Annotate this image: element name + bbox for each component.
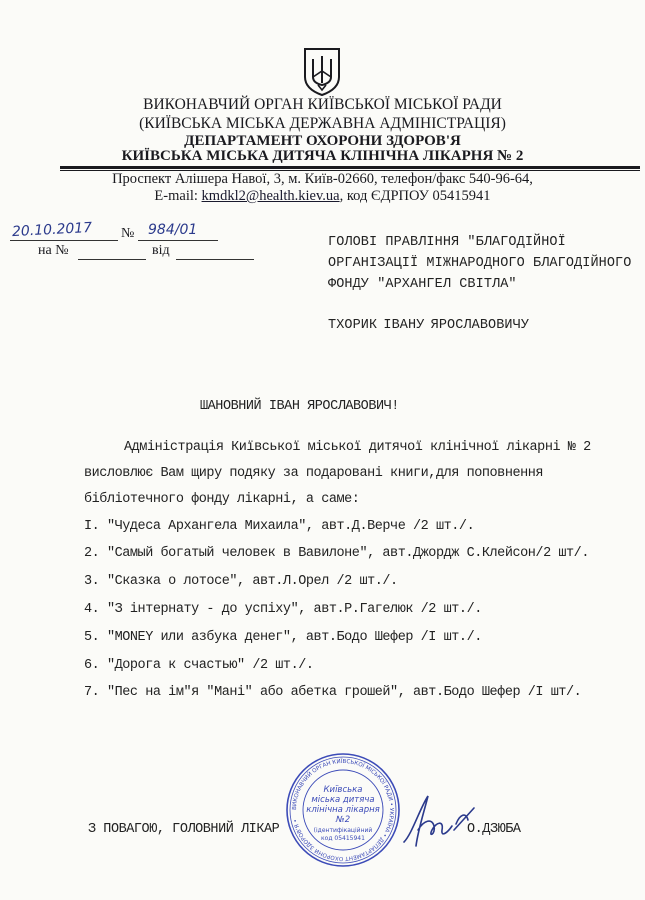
number-label: № bbox=[121, 226, 135, 241]
list-item: 2. "Самый богатый человек в Вавилоне", авт.Джордж С.Клейсон/2 шт/. bbox=[84, 546, 589, 561]
stamp-center-line-1: Київська bbox=[323, 785, 363, 795]
signature bbox=[398, 790, 478, 850]
registry-code: , код ЄДРПОУ 05415941 bbox=[339, 188, 491, 204]
body-line-2: висловлює Вам щиру подяку за подаровані книги,для поповнення bbox=[84, 466, 544, 481]
number-line bbox=[138, 240, 218, 241]
email-label: E-mail: bbox=[154, 188, 202, 204]
contact-line bbox=[0, 188, 645, 205]
body-line-1: Адміністрація Київської міської дитячої клінічної лікарні № 2 bbox=[124, 440, 591, 455]
letterhead-line-1: ВИКОНАВЧИЙ ОРГАН КИЇВСЬКОЇ МІСЬКОЇ РАДИ bbox=[143, 96, 502, 113]
signatory-name: О.ДЗЮБА bbox=[467, 822, 521, 837]
stamp-code-line-1: (ідентифікаційний bbox=[313, 827, 373, 834]
list-item: 6. "Дорога к счастью" /2 шт./. bbox=[84, 658, 314, 673]
in-reply-line bbox=[78, 259, 146, 260]
list-item: I. "Чудеса Архангела Михаила", авт.Д.Верче /2 шт./. bbox=[84, 519, 475, 534]
addressee-line-2: ОРГАНІЗАЦІЇ МІЖНАРОДНОГО БЛАГОДІЙНОГО bbox=[328, 256, 632, 271]
handwritten-date: 20.10.2017 bbox=[11, 219, 93, 241]
handwritten-number: 984/01 bbox=[148, 222, 198, 238]
stamp-code-line-2: код 05415941 bbox=[321, 835, 365, 842]
list-item: 4. "З інтернату - до успіху", авт.Р.Гагелюк /2 шт./. bbox=[84, 602, 482, 617]
coat-of-arms-icon bbox=[302, 47, 342, 97]
letterhead-line-2: (КИЇВСЬКА МІСЬКА ДЕРЖАВНА АДМІНІСТРАЦІЯ) bbox=[139, 115, 506, 132]
hospital-name: КИЇВСЬКА МІСЬКА ДИТЯЧА КЛІНІЧНА ЛІКАРНЯ № 2 bbox=[121, 148, 524, 164]
salutation: ШАНОВНИЙ ІВАН ЯРОСЛАВОВИЧ! bbox=[200, 399, 399, 414]
stamp-center-line-3: клінічна лікарня bbox=[306, 805, 380, 815]
letterhead-divider-thick bbox=[60, 166, 640, 169]
hospital-address: Проспект Алішера Навої, 3, м. Київ-02660, телефон/факс 540-96-64, bbox=[112, 171, 533, 187]
department-name: ДЕПАРТАМЕНТ ОХОРОНИ ЗДОРОВ'Я bbox=[184, 133, 461, 149]
list-item: 3. "Сказка о лотосе", авт.Л.Орел /2 шт./. bbox=[84, 574, 398, 589]
stamp-outer-text: ВИКОНАВЧИЙ ОРГАН КИЇВСЬКОЇ МІСЬКОЇ РАДИ • УКРАЇНА • ДЕПАРТАМЕНТ ОХОРОНИ ЗДОРОВ'Я • bbox=[291, 758, 395, 862]
closing-title: З ПОВАГОЮ, ГОЛОВНИЙ ЛІКАР bbox=[88, 822, 280, 837]
in-reply-label: на № bbox=[38, 243, 69, 258]
addressee-line-3: ФОНДУ "АРХАНГЕЛ СВІТЛА" bbox=[328, 277, 517, 292]
stamp-center-line-4: №2 bbox=[335, 815, 351, 825]
addressee-line-1: ГОЛОВІ ПРАВЛІННЯ "БЛАГОДІЙНОЇ bbox=[328, 235, 566, 250]
list-item: 7. "Пес на ім"я "Мані" або абетка грошей", авт.Бодо Шефер /I шт/. bbox=[84, 685, 582, 700]
stamp-center-line-2: міська дитяча bbox=[311, 795, 375, 805]
list-item: 5. "MONEY или азбука денег", авт.Бодо Шефер /I шт./. bbox=[84, 630, 482, 645]
addressee-name: ТХОРИК ІВАНУ ЯРОСЛАВОВИЧУ bbox=[328, 318, 530, 333]
body-line-3: бібліотечного фонду лікарні, а саме: bbox=[84, 492, 360, 507]
from-line bbox=[176, 259, 254, 260]
from-label: від bbox=[152, 243, 170, 258]
email-link[interactable]: kmdkl2@health.kiev.ua bbox=[201, 188, 340, 204]
date-line bbox=[10, 240, 118, 241]
official-stamp bbox=[285, 752, 401, 868]
